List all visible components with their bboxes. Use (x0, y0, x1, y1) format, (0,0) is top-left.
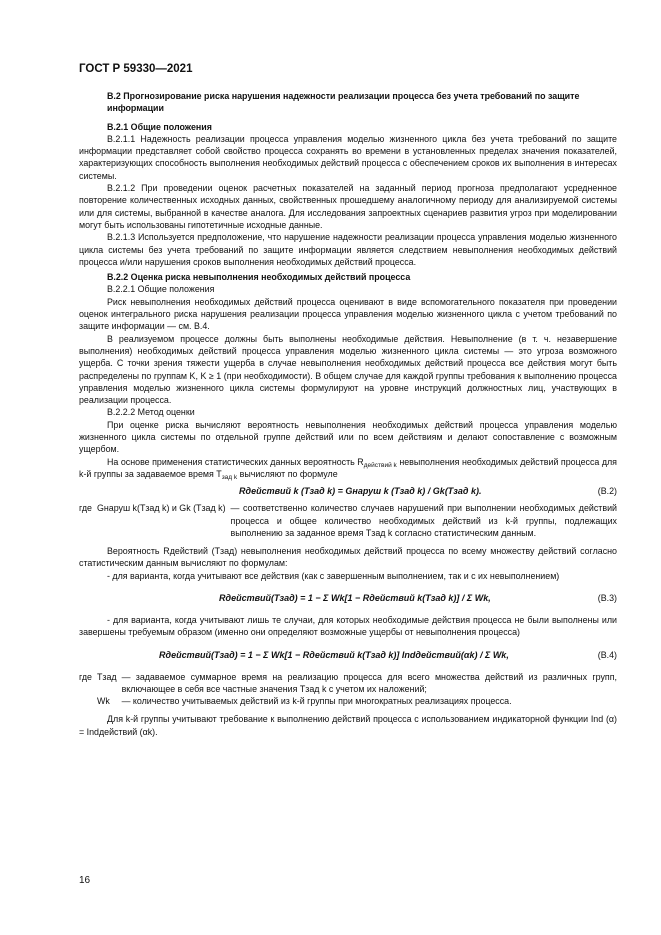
formula-b2 (79, 480, 617, 502)
subsection-title-b22: В.2.2 Оценка риска невыполнения необходимых действий процесса (107, 272, 411, 283)
paragraph: - для варианта, когда учитывают все действия (как с завершенным выполнением, так и с их невыполнением) (107, 570, 560, 581)
definition-text: — количество учитываемых действий из k-й группы при многократных реализациях процесса. (121, 696, 512, 707)
paragraph: В.2.1.1 Надежность реализации процесса управления моделью жизненного цикла без учета требований по защите информации представляет собой свойство процесса сохранять во времени в установленных пределах значения показателей, характеризующих способность выполнения необходимых действий процесса с обеспечением сроков их выполнения в интересах системы. (79, 133, 617, 181)
subsection-title-b21: В.2.1 Общие положения (107, 121, 212, 132)
sub-heading: В.2.2.2 Метод оценки (107, 407, 195, 418)
formula-number: (В.2) (597, 486, 617, 497)
definition-symbol: Tзад (96, 671, 117, 682)
formula-number: (В.3) (597, 592, 617, 603)
formula-text: Rдействий k (Tзад k) = Gнаруш k (Tзад k) / Gk(Tзад k). (239, 486, 482, 497)
formula-number: (В.4) (597, 649, 617, 660)
formula-text: Rдействий(Tзад) = 1 − Σ Wk[1 − Rдействий k(Tзад k)] Indдействий(αk) / Σ Wk, (159, 649, 509, 660)
section-title: В.2 Прогнозирование риска нарушения надежности реализации процесса без учета требований по защите информации (107, 91, 580, 114)
definition-text: — соответственно количество случаев нарушений при выполнении необходимых действий процесса и общее количество необходимых действий из k-й группы, подлежащих выполнению за заданное время Tзад k согласно статистическим данным. (230, 503, 617, 538)
definition-symbol: Wk (96, 696, 110, 707)
paragraph: При оценке риска вычисляют вероятность невыполнения необходимых действий процесса управления моделью жизненного цикла системы по отдельной группе действий или по всем действиям и делают сопоставление с возможным ущербом. (79, 419, 617, 455)
document-body (79, 90, 617, 738)
definition-symbol: Gнаруш k(Tзад k) и Gk (Tзад k) (96, 503, 226, 514)
sub-heading: В.2.2.1 Общие положения (107, 284, 215, 295)
formula-b4 (79, 639, 617, 671)
paragraph: В.2.1.3 Используется предположение, что нарушение надежности реализации процесса управления моделью жизненного цикла системы без учета требований по защите информации является следствием невыполнения необходимых действий процесса и/или нарушения сроков выполнения необходимых действий процесса. (79, 232, 617, 267)
paragraph: - для варианта, когда учитывают лишь те случаи, для которых необходимые действия процесса не были выполнены или завершены требуемым образом (именно они определяют возможные ущербы от невыполнения процесса) (79, 614, 617, 638)
paragraph: Для k-й группы учитывают требование к выполнению действий процесса с использованием индикаторной функции Ind (α) = Indдействий (αk). (79, 714, 617, 737)
paragraph: В.2.1.2 При проведении оценок расчетных показателей на заданный период прогноза предполагают усредненное повторение количественных исходных данных, свойственных прошедшему аналогичному периоду для анализируемой системы или для системы, выбранной в качестве аналога. Для исследования запроектных сценариев развития угроз при моделировании могут быть использованы гипотетичные исходные данные. (79, 183, 617, 230)
where-label: где (79, 503, 92, 514)
paragraph: Риск невыполнения необходимых действий процесса оценивают в виде вспомогательного показателя при проведении оценок интегрального риска нарушения реализации процесса управления моделью жизненного цикла с учетом требований по защите информации — см. В.4. (79, 296, 617, 332)
definitions-b4 (79, 671, 617, 708)
paragraph: В реализуемом процессе должны быть выполнены необходимые действия. Невыполнение (в т. ч. незавершение выполнения) необходимых действий процесса управления моделью жизненного цикла системы — это угроза возможного ущерба. С точки зрения тяжести ущерба в случае невыполнения необходимых действий процесса все действия могут быть распределены по группам K, K ≥ 1 (при необходимости). В общем случае для каждой группы требования к выполнению процесса управления моделью жизненного цикла системы формулируют на уровне инструкций должностных лиц, участвующих в реализации процесса. (79, 333, 617, 406)
page-number: 16 (79, 875, 91, 886)
definitions-b2 (79, 502, 617, 539)
definition-text: — задаваемое суммарное время на реализацию процесса для всего множества действий из различных групп, включающее в себя все частные значения Tзад k с учетом их наложений; (121, 671, 617, 694)
paragraph: Вероятность Rдействий (Tзад) невыполнения необходимых действий процесса по всему множеству действий согласно статистическим данным вычисляют по формулам: (79, 546, 617, 569)
standard-header: ГОСТ Р 59330—2021 (79, 63, 193, 75)
formula-b3 (79, 582, 617, 614)
formula-text: Rдействий(Tзад) = 1 − Σ Wk[1 − Rдействий k(Tзад k)] / Σ Wk, (219, 592, 491, 603)
paragraph: На основе применения статистических данных вероятность $R_{действий k}$ невыполнения необходимых действий процесса для k-й группы за задаваемое время $T_{зад k}$ вычисляют по формуле (79, 456, 617, 481)
where-label: где (79, 671, 92, 682)
